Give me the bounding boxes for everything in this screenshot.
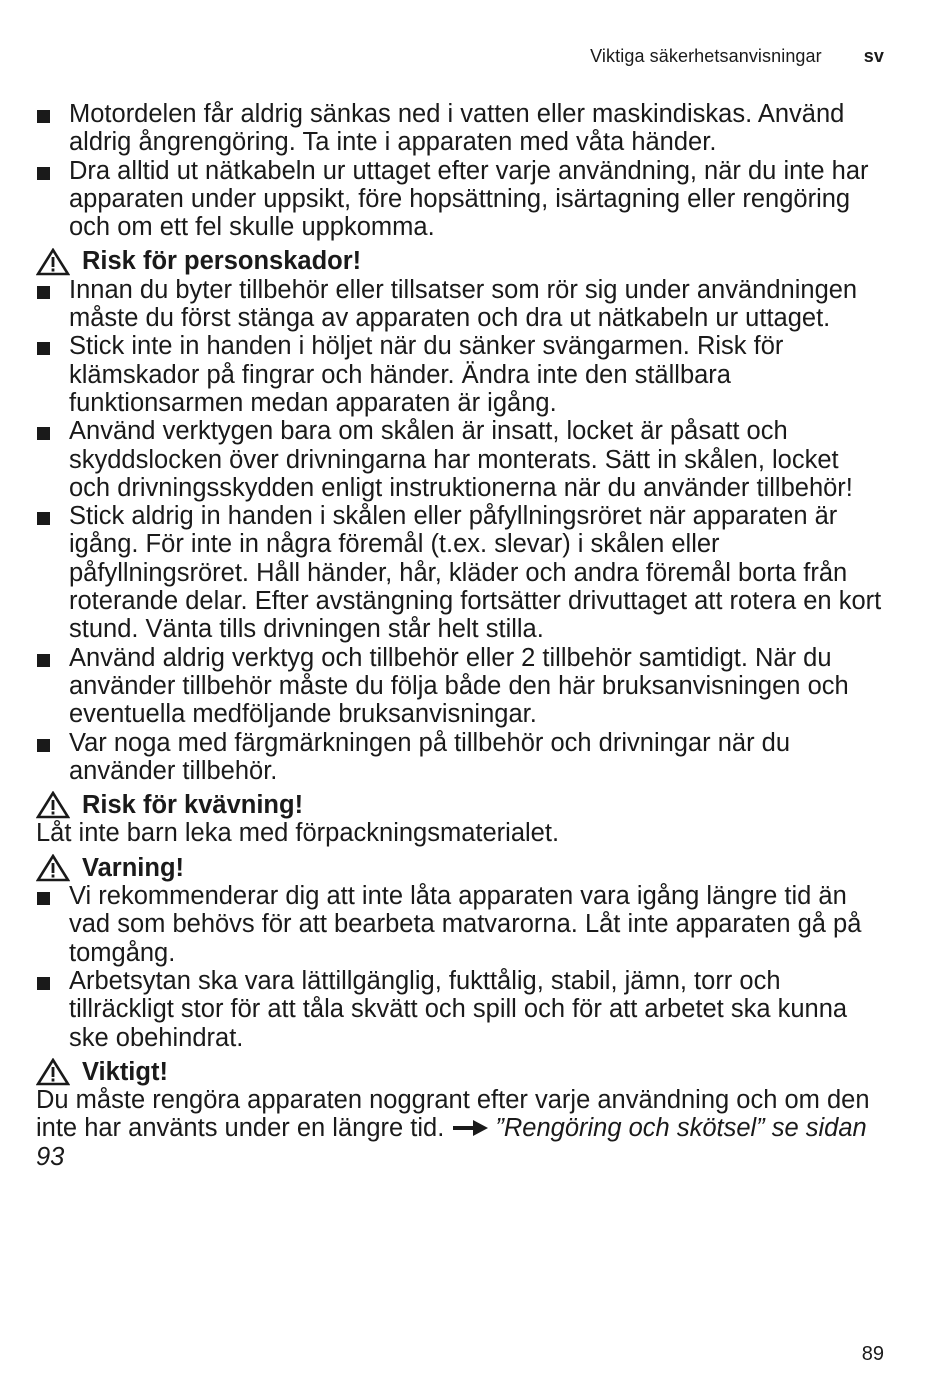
running-header <box>590 46 884 67</box>
list-item: Stick aldrig in handen i skålen eller påfyllningsröret när apparaten är igång. För inte in några föremål (t.ex. slevar) i skålen eller påfyllningsröret. Håll händer, hår, kläder och andra föremål borta från roterande delar. Efter avstängning fortsätter drivuttaget att rotera en kort stund. Vänta tills drivningen står helt stilla. <box>36 502 886 643</box>
square-bullet-icon <box>37 342 50 355</box>
square-bullet-icon <box>37 739 50 752</box>
cross-reference-link[interactable]: ”Rengöring och skötsel” se sidan 93 <box>36 1114 867 1171</box>
list-item: Använd aldrig verktyg och tillbehör eller 2 tillbehör samtidigt. När du använder tillbehör måste du följa både den här bruksanvisningen och eventuella medföljande bruksanvisningar. <box>36 644 886 729</box>
suffocation-text: Låt inte barn leka med förpackningsmaterialet. <box>36 819 560 848</box>
warning-triangle-icon <box>36 791 70 819</box>
square-bullet-icon <box>37 512 50 525</box>
warning-heading-personal-injury: Risk för personskador! <box>36 247 886 275</box>
warning-heading-general: Varning! <box>36 854 886 882</box>
square-bullet-icon <box>37 167 50 180</box>
list-item: Motordelen får aldrig sänkas ned i vatten eller maskindiskas. Använd aldrig ångrengöring. Ta inte i apparaten med våta händer. <box>36 100 886 157</box>
list-item: Använd verktygen bara om skålen är insatt, locket är påsatt och skyddslocken över drivningarna har monterats. Sätt in skålen, locket och drivningsskydden enligt instruktionerna när du använder tillbehör! <box>36 417 886 502</box>
square-bullet-icon <box>37 427 50 440</box>
list-item: Dra alltid ut nätkabeln ur uttaget efter varje användning, när du inte har apparaten under uppsikt, före hopsättning, isärtagning eller rengöring och om ett fel skulle uppkomma. <box>36 157 886 242</box>
language-code: sv <box>863 46 884 66</box>
square-bullet-icon <box>37 977 50 990</box>
warning-heading-important: Viktigt! <box>36 1058 886 1086</box>
warning-triangle-icon <box>36 248 70 276</box>
general-warning-list <box>36 882 886 1052</box>
list-item: Arbetsytan ska vara lättillgänglig, fukttålig, stabil, jämn, torr och tillräckligt stor för att tåla skvätt och spill och för att arbetet ska kunna ske obehindrat. <box>36 967 886 1052</box>
list-item: Stick inte in handen i höljet när du sänker svängarmen. Risk för klämskador på fingrar och händer. Ändra inte den ställbara funktionsarmen medan apparaten är igång. <box>36 332 886 417</box>
personal-injury-list <box>36 276 886 785</box>
general-safety-list <box>36 100 886 241</box>
square-bullet-icon <box>37 110 50 123</box>
warning-triangle-icon <box>36 1058 70 1086</box>
warning-triangle-icon <box>36 854 70 882</box>
page-number: 89 <box>861 1343 884 1365</box>
arrow-right-icon <box>453 1119 489 1137</box>
list-item: Innan du byter tillbehör eller tillsatser som rör sig under användningen måste du först stänga av apparaten och dra ut nätkabeln ur uttaget. <box>36 276 886 333</box>
list-item: Var noga med färgmärkningen på tillbehör och drivningar när du använder tillbehör. <box>36 729 886 786</box>
page-content <box>36 100 886 1171</box>
warning-heading-suffocation: Risk för kvävning! <box>36 791 886 819</box>
section-title: Viktiga säkerhetsanvisningar <box>590 46 822 66</box>
square-bullet-icon <box>37 892 50 905</box>
square-bullet-icon <box>37 286 50 299</box>
square-bullet-icon <box>37 654 50 667</box>
list-item: Vi rekommenderar dig att inte låta apparaten vara igång längre tid än vad som behövs för att bearbeta matvarorna. Låt inte apparaten gå på tomgång. <box>36 882 886 967</box>
important-text: Du måste rengöra apparaten noggrant efter varje användning och om den inte har använts under en längre tid. ”Rengöring och skötsel” se sidan 93 <box>36 1086 870 1171</box>
